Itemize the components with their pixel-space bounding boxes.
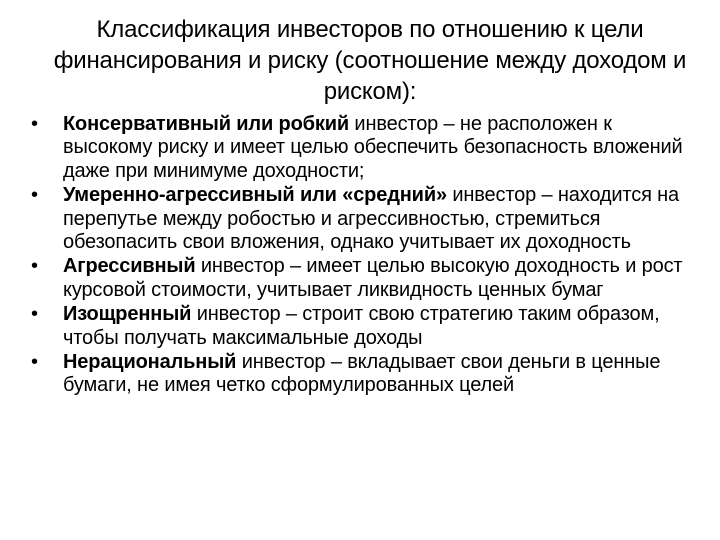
bullet-item-aggressive (30, 255, 706, 302)
bullet-term: Агрессивный (63, 255, 196, 278)
bullet-text: инвестор – не расположен к высокому риску и имеет целью обеспечить безопасность вложений даже при минимуме доходности; (63, 113, 683, 182)
bullet-text: инвестор – вкладывает свои деньги в ценные бумаги, не имея четко сформулированных целей (63, 351, 661, 397)
bullet-list (30, 113, 706, 399)
bullet-icon: • (31, 113, 38, 135)
bullet-item-sophisticated (30, 303, 706, 350)
bullet-term: Нерациональный (63, 351, 237, 374)
bullet-text: инвестор – строит свою стратегию таким образом, чтобы получать максимальные доходы (63, 303, 660, 349)
bullet-icon: • (31, 255, 38, 278)
bullet-icon: • (31, 351, 38, 374)
bullet-item-moderate (30, 184, 706, 254)
bullet-item-irrational (30, 351, 706, 398)
bullet-term: Умеренно-агрессивный или «средний» (63, 184, 447, 207)
bullet-text: инвестор – имеет целью высокую доходность и рост курсовой стоимости, учитывает ликвидность ценных бумаг (63, 255, 683, 301)
bullet-item-conservative (30, 113, 706, 183)
bullet-icon: • (31, 303, 38, 326)
bullet-icon: • (31, 184, 38, 207)
bullet-term: Консервативный или робкий (63, 113, 350, 135)
bullet-term: Изощренный (63, 303, 192, 326)
bullet-text: инвестор – находится на перепутье между робостью и агрессивностью, стремиться обезопасить свои вложения, однако учитывает их доходность (63, 184, 680, 254)
slide-title: Классификация инвесторов по отношению к цели финансирования и риску (соотношение между доходом и риском): (53, 16, 687, 105)
